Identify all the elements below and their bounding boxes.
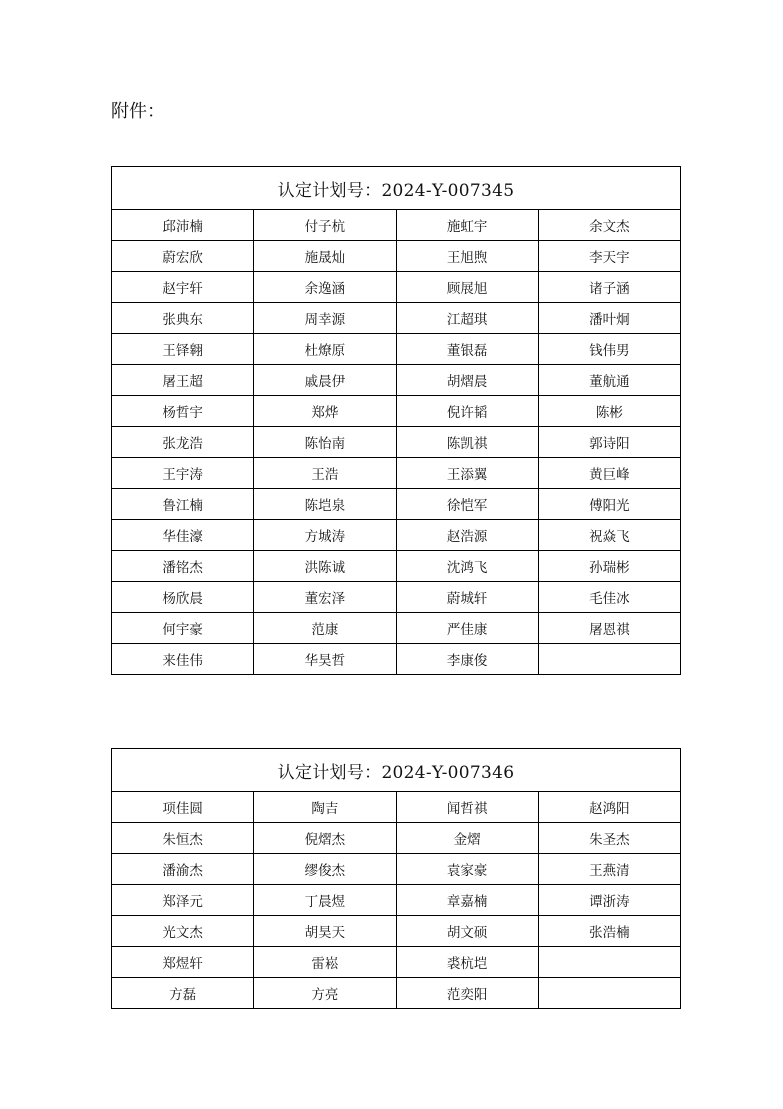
- name-cell: 郑泽元: [112, 885, 254, 916]
- name-cell: 杜燎原: [254, 334, 396, 365]
- name-cell: 王浩: [254, 458, 396, 489]
- name-cell: 项佳圆: [112, 792, 254, 823]
- name-cell: 孙瑞彬: [538, 551, 680, 582]
- table-header-row: [112, 167, 681, 210]
- name-cell: 朱恒杰: [112, 823, 254, 854]
- table-row: [112, 823, 681, 854]
- name-cell: 潘叶炯: [538, 303, 680, 334]
- roster-table: [111, 748, 681, 1009]
- name-cell: 郑煜轩: [112, 947, 254, 978]
- name-cell: 徐恺军: [396, 489, 538, 520]
- table-row: [112, 916, 681, 947]
- name-cell: [538, 947, 680, 978]
- attachment-heading: 附件：: [111, 101, 165, 122]
- name-cell: 傅阳光: [538, 489, 680, 520]
- name-cell: 来佳伟: [112, 644, 254, 675]
- table-title: 认定计划号：2024-Y-007345: [112, 167, 681, 210]
- name-cell: 严佳康: [396, 613, 538, 644]
- name-cell: 王旭煦: [396, 241, 538, 272]
- name-cell: 杨哲宇: [112, 396, 254, 427]
- table-row: [112, 489, 681, 520]
- name-cell: 丁晨煜: [254, 885, 396, 916]
- name-cell: 缪俊杰: [254, 854, 396, 885]
- roster-table: [111, 166, 681, 675]
- table-row: [112, 885, 681, 916]
- name-cell: 江超琪: [396, 303, 538, 334]
- name-cell: 张典东: [112, 303, 254, 334]
- name-cell: 胡熠晨: [396, 365, 538, 396]
- name-cell: 胡昊天: [254, 916, 396, 947]
- name-cell: 赵浩源: [396, 520, 538, 551]
- name-cell: 袁家豪: [396, 854, 538, 885]
- name-cell: 顾展旭: [396, 272, 538, 303]
- name-cell: 周幸源: [254, 303, 396, 334]
- name-cell: 祝焱飞: [538, 520, 680, 551]
- name-cell: 华昊哲: [254, 644, 396, 675]
- name-cell: 黄巨峰: [538, 458, 680, 489]
- name-cell: 倪熠杰: [254, 823, 396, 854]
- name-cell: 闻哲祺: [396, 792, 538, 823]
- name-cell: 章嘉楠: [396, 885, 538, 916]
- name-cell: 赵鸿阳: [538, 792, 680, 823]
- name-cell: 光文杰: [112, 916, 254, 947]
- name-cell: 屠王超: [112, 365, 254, 396]
- table-row: [112, 947, 681, 978]
- name-cell: 余文杰: [538, 210, 680, 241]
- name-cell: 方城涛: [254, 520, 396, 551]
- name-cell: 屠恩祺: [538, 613, 680, 644]
- name-cell: 赵宇轩: [112, 272, 254, 303]
- name-cell: 李康俊: [396, 644, 538, 675]
- table-header-row: [112, 749, 681, 792]
- name-cell: 潘铭杰: [112, 551, 254, 582]
- name-cell: 诸子涵: [538, 272, 680, 303]
- table-row: [112, 210, 681, 241]
- name-cell: 张龙浩: [112, 427, 254, 458]
- name-cell: 付子杭: [254, 210, 396, 241]
- name-cell: 范康: [254, 613, 396, 644]
- name-cell: 陶吉: [254, 792, 396, 823]
- table-row: [112, 644, 681, 675]
- table-row: [112, 272, 681, 303]
- table-title: 认定计划号：2024-Y-007346: [112, 749, 681, 792]
- name-cell: 陈凯祺: [396, 427, 538, 458]
- name-cell: 潘渝杰: [112, 854, 254, 885]
- name-cell: 郭诗阳: [538, 427, 680, 458]
- name-cell: 毛佳冰: [538, 582, 680, 613]
- name-cell: 王添翼: [396, 458, 538, 489]
- name-cell: 戚晨伊: [254, 365, 396, 396]
- name-cell: 朱圣杰: [538, 823, 680, 854]
- name-cell: 鲁江楠: [112, 489, 254, 520]
- table-row: [112, 241, 681, 272]
- name-cell: [538, 644, 680, 675]
- name-cell: 余逸涵: [254, 272, 396, 303]
- name-cell: 华佳濠: [112, 520, 254, 551]
- name-cell: [538, 978, 680, 1009]
- table-body: [112, 792, 681, 1009]
- name-cell: 蔚宏欣: [112, 241, 254, 272]
- table-row: [112, 427, 681, 458]
- name-cell: 蔚城轩: [396, 582, 538, 613]
- name-cell: 董航通: [538, 365, 680, 396]
- name-cell: 陈彬: [538, 396, 680, 427]
- table-row: [112, 458, 681, 489]
- name-cell: 洪陈诚: [254, 551, 396, 582]
- name-cell: 方亮: [254, 978, 396, 1009]
- name-cell: 张浩楠: [538, 916, 680, 947]
- table-row: [112, 365, 681, 396]
- table-row: [112, 978, 681, 1009]
- name-cell: 王燕清: [538, 854, 680, 885]
- table-row: [112, 334, 681, 365]
- name-cell: 董宏泽: [254, 582, 396, 613]
- table-row: [112, 520, 681, 551]
- name-cell: 胡文硕: [396, 916, 538, 947]
- table-row: [112, 303, 681, 334]
- name-cell: 何宇豪: [112, 613, 254, 644]
- name-cell: 郑烨: [254, 396, 396, 427]
- name-cell: 陈怡南: [254, 427, 396, 458]
- name-cell: 裘杭垲: [396, 947, 538, 978]
- name-cell: 陈垲泉: [254, 489, 396, 520]
- name-cell: 谭浙涛: [538, 885, 680, 916]
- name-cell: 沈鸿飞: [396, 551, 538, 582]
- name-cell: 施晟灿: [254, 241, 396, 272]
- name-cell: 施虹宇: [396, 210, 538, 241]
- name-cell: 王铎翱: [112, 334, 254, 365]
- table-row: [112, 613, 681, 644]
- name-cell: 倪许韬: [396, 396, 538, 427]
- table-body: [112, 210, 681, 675]
- name-cell: 李天宇: [538, 241, 680, 272]
- table-row: [112, 854, 681, 885]
- table-row: [112, 792, 681, 823]
- name-cell: 金熠: [396, 823, 538, 854]
- table-row: [112, 551, 681, 582]
- name-cell: 邱沛楠: [112, 210, 254, 241]
- name-cell: 钱伟男: [538, 334, 680, 365]
- table-row: [112, 582, 681, 613]
- name-cell: 雷崧: [254, 947, 396, 978]
- name-cell: 董银磊: [396, 334, 538, 365]
- name-cell: 杨欣晨: [112, 582, 254, 613]
- table-row: [112, 396, 681, 427]
- name-cell: 范奕阳: [396, 978, 538, 1009]
- name-cell: 王宇涛: [112, 458, 254, 489]
- name-cell: 方磊: [112, 978, 254, 1009]
